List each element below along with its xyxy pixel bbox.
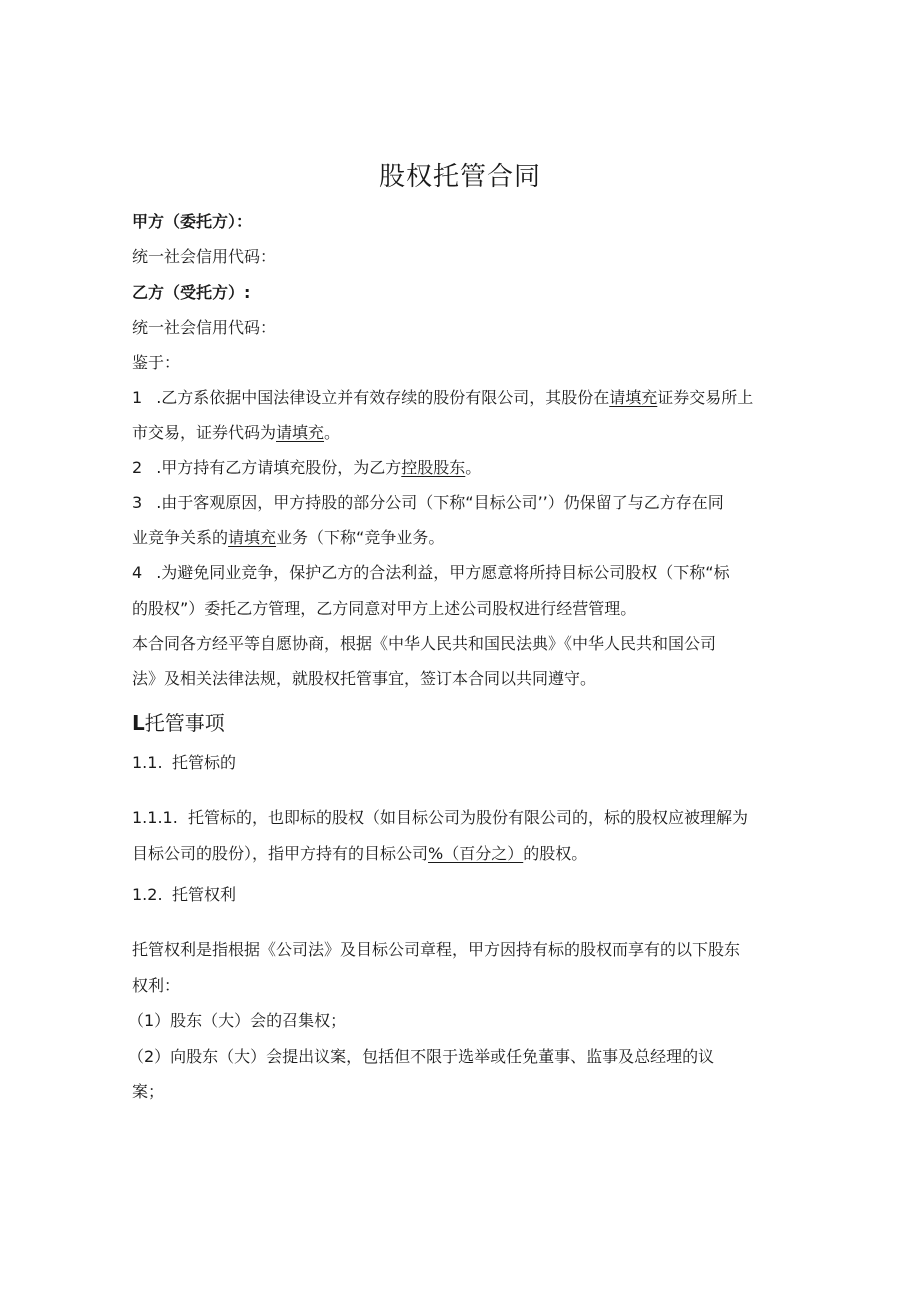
whereas-item-3-line-1: 3 .由于客观原因，甲方持股的部分公司（下称“目标公司’’）仍保留了与乙方存在同 xyxy=(132,493,724,512)
clause-1-1-1-line-2: 目标公司的股份），指甲方持有的目标公司%（百分之）的股权。 xyxy=(132,844,588,863)
page-title: 股权托管合同 xyxy=(378,162,541,192)
item-number: 3 xyxy=(132,493,143,512)
subsection-number: 1.2. xyxy=(132,885,163,904)
right-item-1: （1）股东（大）会的召集权； xyxy=(128,1011,347,1030)
section-title: 托管事项 xyxy=(144,711,225,735)
fill-in-blank: 控股股东 xyxy=(401,458,466,477)
party-b-label: 乙方（受托方）: xyxy=(132,283,251,302)
section-heading xyxy=(132,710,225,736)
section-number: L xyxy=(132,711,145,735)
whereas-item-4-line-1: 4 .为避免同业竞争，保护乙方的合法利益，甲方愿意将所持目标公司股权（下称“标 xyxy=(132,563,730,582)
fill-in-blank: 请填充 xyxy=(276,423,325,442)
rights-line-2: 权利： xyxy=(132,976,181,995)
item-number: 2 xyxy=(132,458,143,477)
clause-1-1-1-line-1: 1.1.1. 托管标的，也即标的股权（如目标公司为股份有限公司的，标的股权应被理解为 xyxy=(132,808,749,827)
whereas-label: 鉴于： xyxy=(132,353,181,372)
party-a-label: 甲方（委托方）： xyxy=(132,212,253,231)
rights-line-1: 托管权利是指根据《公司法》及目标公司章程，甲方因持有标的股权而享有的以下股东 xyxy=(132,940,741,959)
credit-code-b-label: 统一社会信用代码： xyxy=(132,318,277,337)
right-item-2-line-2: 案； xyxy=(132,1082,165,1101)
clause-number: 1.1.1. xyxy=(132,808,178,827)
subsection-title: 托管权利 xyxy=(172,885,237,904)
subsection-heading xyxy=(132,752,236,774)
subsection-title: 托管标的 xyxy=(172,753,237,772)
subsection-number: 1.1. xyxy=(132,753,163,772)
whereas-item-1-line-1: 1 .乙方系依据中国法律设立并有效存续的股份有限公司，其股份在请填充证券交易所上 xyxy=(132,388,754,407)
item-number: 4 xyxy=(132,563,143,582)
whereas-item-3-line-2: 业竞争关系的请填充业务（下称“竞争业务。 xyxy=(132,528,445,547)
item-number: 1 xyxy=(132,388,143,407)
whereas-item-1-line-2: 市交易，证券代码为请填充。 xyxy=(132,423,341,442)
fill-in-blank: 请填充 xyxy=(609,388,658,407)
fill-in-blank: 请填充 xyxy=(228,528,277,547)
preamble-line-2: 法》及相关法律法规，就股权托管事宜，签订本合同以共同遵守。 xyxy=(132,669,597,688)
preamble-line-1: 本合同各方经平等自愿协商，根据《中华人民共和国民法典》《中华人民共和国公司 xyxy=(132,634,717,653)
credit-code-a-label: 统一社会信用代码： xyxy=(132,247,277,266)
whereas-item-4-line-2: 的股权”）委托乙方管理，乙方同意对甲方上述公司股权进行经营管理。 xyxy=(132,599,637,618)
fill-in-blank: %（百分之） xyxy=(428,844,524,863)
right-item-2-line-1: （2）向股东（大）会提出议案，包括但不限于选举或任免董事、监事及总经理的议 xyxy=(128,1047,715,1066)
subsection-heading xyxy=(132,884,236,906)
whereas-item-2: 2 .甲方持有乙方请填充股份，为乙方控股股东。 xyxy=(132,458,482,477)
